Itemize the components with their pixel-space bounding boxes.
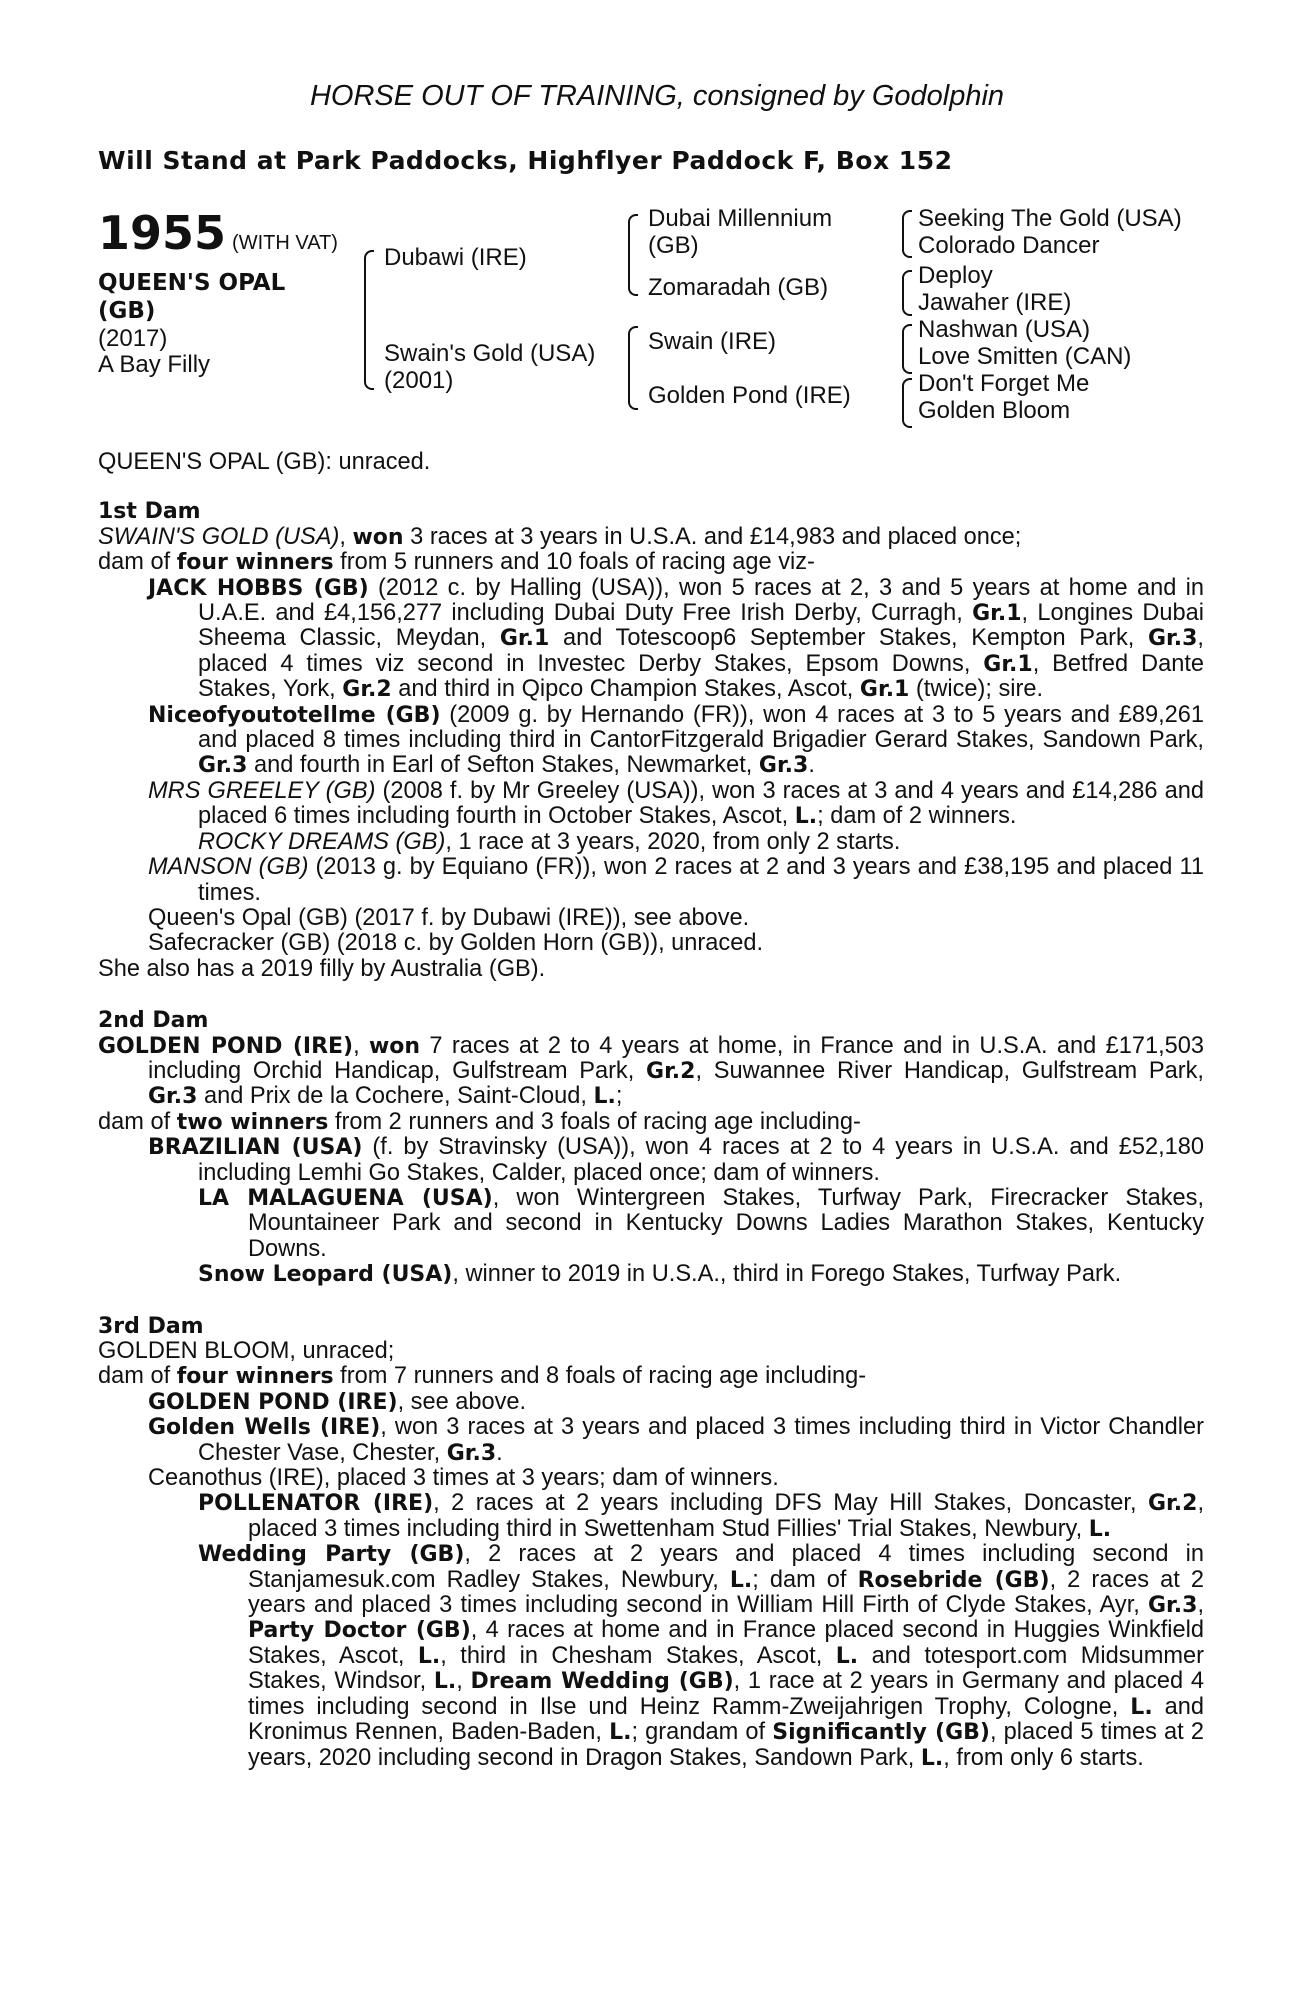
- pedigree-sire-dam: Zomaradah (GB): [648, 274, 829, 301]
- horse-name-line: QUEEN'S OPAL: [98, 270, 286, 296]
- pedigree-gen3-1: Seeking The Gold (USA): [918, 205, 1182, 232]
- pedigree-brace-4c: [902, 324, 912, 374]
- pedigree-gen3-7: Don't Forget Me: [918, 370, 1090, 397]
- text-span: , Longines Dubai Sheema Classic, Meydan,: [198, 600, 1204, 652]
- produce-entry: Ceanothus (IRE), placed 3 times at 3 years; dam of winners.: [148, 1465, 779, 1492]
- pedigree-brace-main: [364, 250, 374, 390]
- pedigree-brace-sire: [628, 214, 638, 296]
- text-span: dam of: [98, 1108, 177, 1135]
- produce-name: MRS GREELEY (GB): [148, 777, 376, 804]
- text-span: Gr.3: [198, 753, 248, 779]
- horse-description: A Bay Filly: [98, 351, 211, 378]
- produce-name: Niceofyoutotellme (GB): [148, 702, 441, 728]
- third-dam-produce-summary: [98, 1364, 1204, 1389]
- third-dam-record: GOLDEN BLOOM, unraced;: [98, 1338, 395, 1364]
- first-dam-name: SWAIN'S GOLD (USA): [98, 523, 340, 550]
- text-span: dam of: [98, 1363, 177, 1390]
- pedigree-dam-year: (2001): [384, 367, 454, 394]
- foaling-year: (2017): [98, 325, 168, 352]
- produce-entry: [98, 1135, 1204, 1186]
- text-span: L.: [593, 1084, 616, 1110]
- text-span: and Prix de la Cochere, Saint-Cloud,: [197, 1083, 594, 1110]
- produce-name: BRAZILIAN (USA): [148, 1135, 363, 1161]
- text-span: Gr.2: [646, 1058, 696, 1084]
- text-span: Gr.2: [342, 677, 392, 703]
- text-span: , third in Chesham Stakes, Ascot,: [440, 1642, 836, 1669]
- pedigree-ss-country: (GB): [648, 232, 699, 259]
- pedigree-gen3-4: Jawaher (IRE): [918, 289, 1072, 316]
- produce-entry: [98, 1262, 1204, 1287]
- text-span: .: [496, 1439, 503, 1466]
- vat-note: (WITH VAT): [232, 232, 338, 254]
- pedigree-dam-sire: Swain (IRE): [648, 328, 777, 355]
- text-span: from 2 runners and 3 foals of racing age including-: [328, 1108, 861, 1135]
- produce-name: JACK HOBBS (GB): [148, 575, 369, 601]
- text-span: L.: [794, 804, 818, 830]
- produce-name: ROCKY DREAMS (GB): [198, 828, 446, 855]
- produce-entry: Queen's Opal (GB) (2017 f. by Dubawi (IRE)), see above.: [148, 904, 750, 931]
- text-span: , 2 races at 2 years and placed 4 times including second in Stanjamesuk.com Radley Stakes, Newbury,: [248, 1541, 1204, 1593]
- text-span: Significantly (GB): [772, 1720, 990, 1746]
- text-span: ,: [456, 1668, 471, 1695]
- text-span: ,: [339, 523, 353, 550]
- text-span: dam of: [98, 549, 177, 576]
- pedigree-brace-4d: [902, 378, 912, 428]
- text-span: ; dam of: [752, 1566, 858, 1593]
- pedigree-gen3-6: Love Smitten (CAN): [918, 343, 1132, 370]
- text-span: won: [368, 1033, 421, 1059]
- produce-name: MANSON (GB): [148, 854, 309, 881]
- produce-entry: [98, 1415, 1204, 1466]
- first-dam-record: [98, 525, 1204, 550]
- produce-entry: [98, 855, 1204, 906]
- second-dam-record: [98, 1034, 1204, 1110]
- pedigree-brace-4b: [902, 270, 912, 316]
- text-span: (f. by Stravinsky (USA)), won 4 races at 2 to 4 years in U.S.A. and £52,180 including Lemhi Go Stakes, Calder, placed once; dam of winners.: [198, 1134, 1204, 1186]
- produce-entry: [98, 1186, 1204, 1262]
- text-span: L.: [1130, 1694, 1153, 1720]
- text-span: Gr.3: [148, 1084, 198, 1110]
- text-span: , Suwannee River Handicap, Gulfstream Park,: [695, 1057, 1204, 1084]
- text-span: Gr.1: [499, 626, 550, 652]
- pedigree-gen3-5: Nashwan (USA): [918, 316, 1091, 343]
- text-span: four winners: [176, 550, 334, 576]
- lot-number: 1955: [98, 206, 227, 260]
- pedigree-gen3-8: Golden Bloom: [918, 397, 1071, 424]
- text-span: Gr.3: [446, 1440, 497, 1466]
- text-span: , 2 races at 2 years and placed 3 times including second in William Hill Firth of Clyde Stakes, Ayr,: [248, 1566, 1205, 1619]
- text-span: L.: [609, 1720, 632, 1746]
- text-span: L.: [1088, 1516, 1112, 1542]
- text-span: L.: [920, 1745, 944, 1771]
- text-span: , placed 4 times viz second in Investec Derby Stakes, Epsom Downs,: [198, 625, 1204, 677]
- produce-entry: [98, 1491, 1204, 1542]
- pedigree-dam-name: Swain's Gold (USA): [384, 340, 596, 367]
- text-span: (2013 g. by Equiano (FR)), won 2 races at 2 and 3 years and £38,195 and placed 11 times.: [198, 854, 1204, 906]
- second-dam-produce-summary: [98, 1110, 1204, 1135]
- text-span: Rosebride (GB): [857, 1567, 1050, 1593]
- second-dam-name: GOLDEN POND (IRE): [98, 1033, 354, 1059]
- first-dam-heading: 1st Dam: [98, 499, 201, 525]
- text-span: and Totescoop6 September Stakes, Kempton Park,: [549, 625, 1148, 652]
- text-span: ; dam of 2 winners.: [817, 803, 1017, 830]
- pedigree-gen3-2: Colorado Dancer: [918, 232, 1100, 259]
- text-span: and Kronimus Rennen, Baden-Baden,: [248, 1693, 1204, 1746]
- text-span: and fourth in Earl of Sefton Stakes, Newmarket,: [247, 752, 759, 779]
- text-span: from 7 runners and 8 foals of racing age including-: [333, 1363, 867, 1390]
- text-span: ,: [353, 1032, 369, 1059]
- text-span: Dream Wedding (GB): [470, 1669, 734, 1695]
- text-span: 3 races at 3 years in U.S.A. and £14,983 and placed once;: [403, 523, 1022, 550]
- text-span: , won 3 races at 3 years and placed 3 times including third in Victor Chandler Chester Vase, Chester,: [198, 1414, 1204, 1466]
- produce-entry: Safecracker (GB) (2018 c. by Golden Horn (GB)), unraced.: [148, 930, 763, 957]
- consignor-heading: HORSE OUT OF TRAINING, consigned by Godolphin: [309, 80, 1005, 112]
- horse-country: (GB): [98, 298, 156, 324]
- produce-entry: [98, 1542, 1204, 1771]
- text-span: , 2 races at 2 years including DFS May Hill Stakes, Doncaster,: [433, 1490, 1148, 1517]
- text-span: and totesport.com Midsummer Stakes, Windsor,: [248, 1642, 1204, 1695]
- text-span: and third in Qipco Champion Stakes, Ascot,: [391, 676, 860, 703]
- pedigree-sire-sire: [648, 205, 832, 259]
- text-span: (2009 g. by Hernando (FR)), won 4 races at 3 to 5 years and £89,261 and placed 8 times including third in CantorFitzgerald Brigadier Gerard Stakes, Sandown Park,: [198, 701, 1204, 754]
- race-summary: QUEEN'S OPAL (GB): unraced.: [98, 449, 431, 475]
- text-span: (2012 c. by Halling (USA)), won 5 races at 2, 3 and 5 years at home and in U.A.E. and £4,156,277 including Dubai Duty Free Irish Derby, Curragh,: [198, 574, 1204, 627]
- produce-name: Wedding Party (GB): [198, 1542, 465, 1568]
- text-span: Gr.2: [1148, 1491, 1198, 1517]
- produce-entry: [98, 830, 1204, 855]
- text-span: , placed 3 times including third in Swettenham Stud Fillies' Trial Stakes, Newbury,: [248, 1490, 1204, 1542]
- horse-name: [98, 268, 358, 326]
- text-span: , 4 races at home and in France placed second in Huggies Winkfield Stakes, Ascot,: [248, 1617, 1204, 1669]
- produce-name: GOLDEN POND (IRE): [148, 1389, 398, 1415]
- text-span: , won Wintergreen Stakes, Turfway Park, Firecracker Stakes, Mountaineer Park and second in Kentucky Downs Ladies Marathon Stakes, Kentucky Downs.: [248, 1184, 1205, 1262]
- produce-name: Snow Leopard (USA): [198, 1262, 453, 1288]
- text-span: Gr.1: [859, 677, 910, 703]
- pedigree-dam-dam: Golden Pond (IRE): [648, 382, 851, 409]
- lot-info: [98, 208, 358, 378]
- pedigree-brace-dam: [628, 326, 638, 410]
- text-span: , winner to 2019 in U.S.A., third in Forego Stakes, Turfway Park.: [452, 1261, 1122, 1288]
- text-span: ;: [615, 1083, 623, 1110]
- text-span: , 1 race at 3 years, 2020, from only 2 starts.: [445, 828, 901, 855]
- text-span: L.: [729, 1567, 753, 1593]
- pedigree-ss-name: Dubai Millennium: [648, 205, 833, 232]
- text-span: from 5 runners and 10 foals of racing age viz-: [333, 549, 815, 576]
- produce-name: Golden Wells (IRE): [148, 1415, 381, 1441]
- text-span: Gr.1: [972, 601, 1022, 627]
- text-span: ,: [1197, 1592, 1204, 1619]
- text-span: Gr.1: [983, 651, 1033, 677]
- text-span: L.: [835, 1643, 859, 1669]
- text-span: L.: [417, 1643, 441, 1669]
- text-span: two winners: [176, 1109, 329, 1135]
- produce-name: LA MALAGUENA (USA): [198, 1185, 493, 1211]
- text-span: 7 races at 2 to 4 years at home, in France and in U.S.A. and £171,503 including Orchid Handicap, Gulfstream Park,: [148, 1032, 1204, 1084]
- stabling-location: Will Stand at Park Paddocks, Highflyer Paddock F, Box 152: [98, 146, 953, 175]
- text-span: , Betfred Dante Stakes, York,: [198, 650, 1204, 703]
- pedigree-dam: [384, 340, 595, 394]
- produce-note: She also has a 2019 filly by Australia (GB).: [98, 955, 546, 982]
- text-span: ; grandam of: [631, 1719, 773, 1746]
- text-span: Gr.3: [758, 753, 809, 779]
- second-dam-heading: 2nd Dam: [98, 1008, 209, 1034]
- text-span: Gr.3: [1147, 626, 1198, 652]
- text-span: (2008 f. by Mr Greeley (USA)), won 3 races at 3 and 4 years and £14,286 and placed 6 times including fourth in October Stakes, Ascot,: [198, 777, 1204, 830]
- first-dam-produce-summary: [98, 550, 1204, 575]
- produce-entry: [98, 576, 1204, 703]
- text-span: , from only 6 starts.: [943, 1744, 1144, 1771]
- text-span: , placed 5 times at 2 years, 2020 including second in Dragon Stakes, Sandown Park,: [248, 1719, 1204, 1771]
- produce-entry: [98, 703, 1204, 779]
- pedigree-gen3-3: Deploy: [918, 262, 993, 289]
- pedigree-sire: Dubawi (IRE): [384, 244, 527, 271]
- pedigree-brace-4a: [902, 210, 912, 258]
- produce-entry: [98, 779, 1204, 830]
- text-span: four winners: [176, 1364, 334, 1390]
- text-span: Gr.3: [1148, 1593, 1198, 1619]
- produce-entry: [98, 1390, 1204, 1415]
- lot-number-line: [98, 208, 358, 258]
- text-span: , 1 race at 2 years in Germany and placed 4 times including second in Ilse und Heinz Ramm-Zweijahrigen Trophy, Cologne,: [248, 1668, 1204, 1720]
- text-span: L.: [433, 1669, 457, 1695]
- third-dam-heading: 3rd Dam: [98, 1313, 204, 1339]
- text-span: (twice); sire.: [909, 676, 1044, 703]
- text-span: won: [352, 524, 404, 550]
- pedigree-notes: [98, 450, 1204, 1771]
- text-span: , see above.: [397, 1388, 527, 1415]
- produce-name: POLLENATOR (IRE): [198, 1491, 434, 1517]
- text-span: .: [808, 752, 815, 779]
- text-span: Party Doctor (GB): [248, 1618, 471, 1644]
